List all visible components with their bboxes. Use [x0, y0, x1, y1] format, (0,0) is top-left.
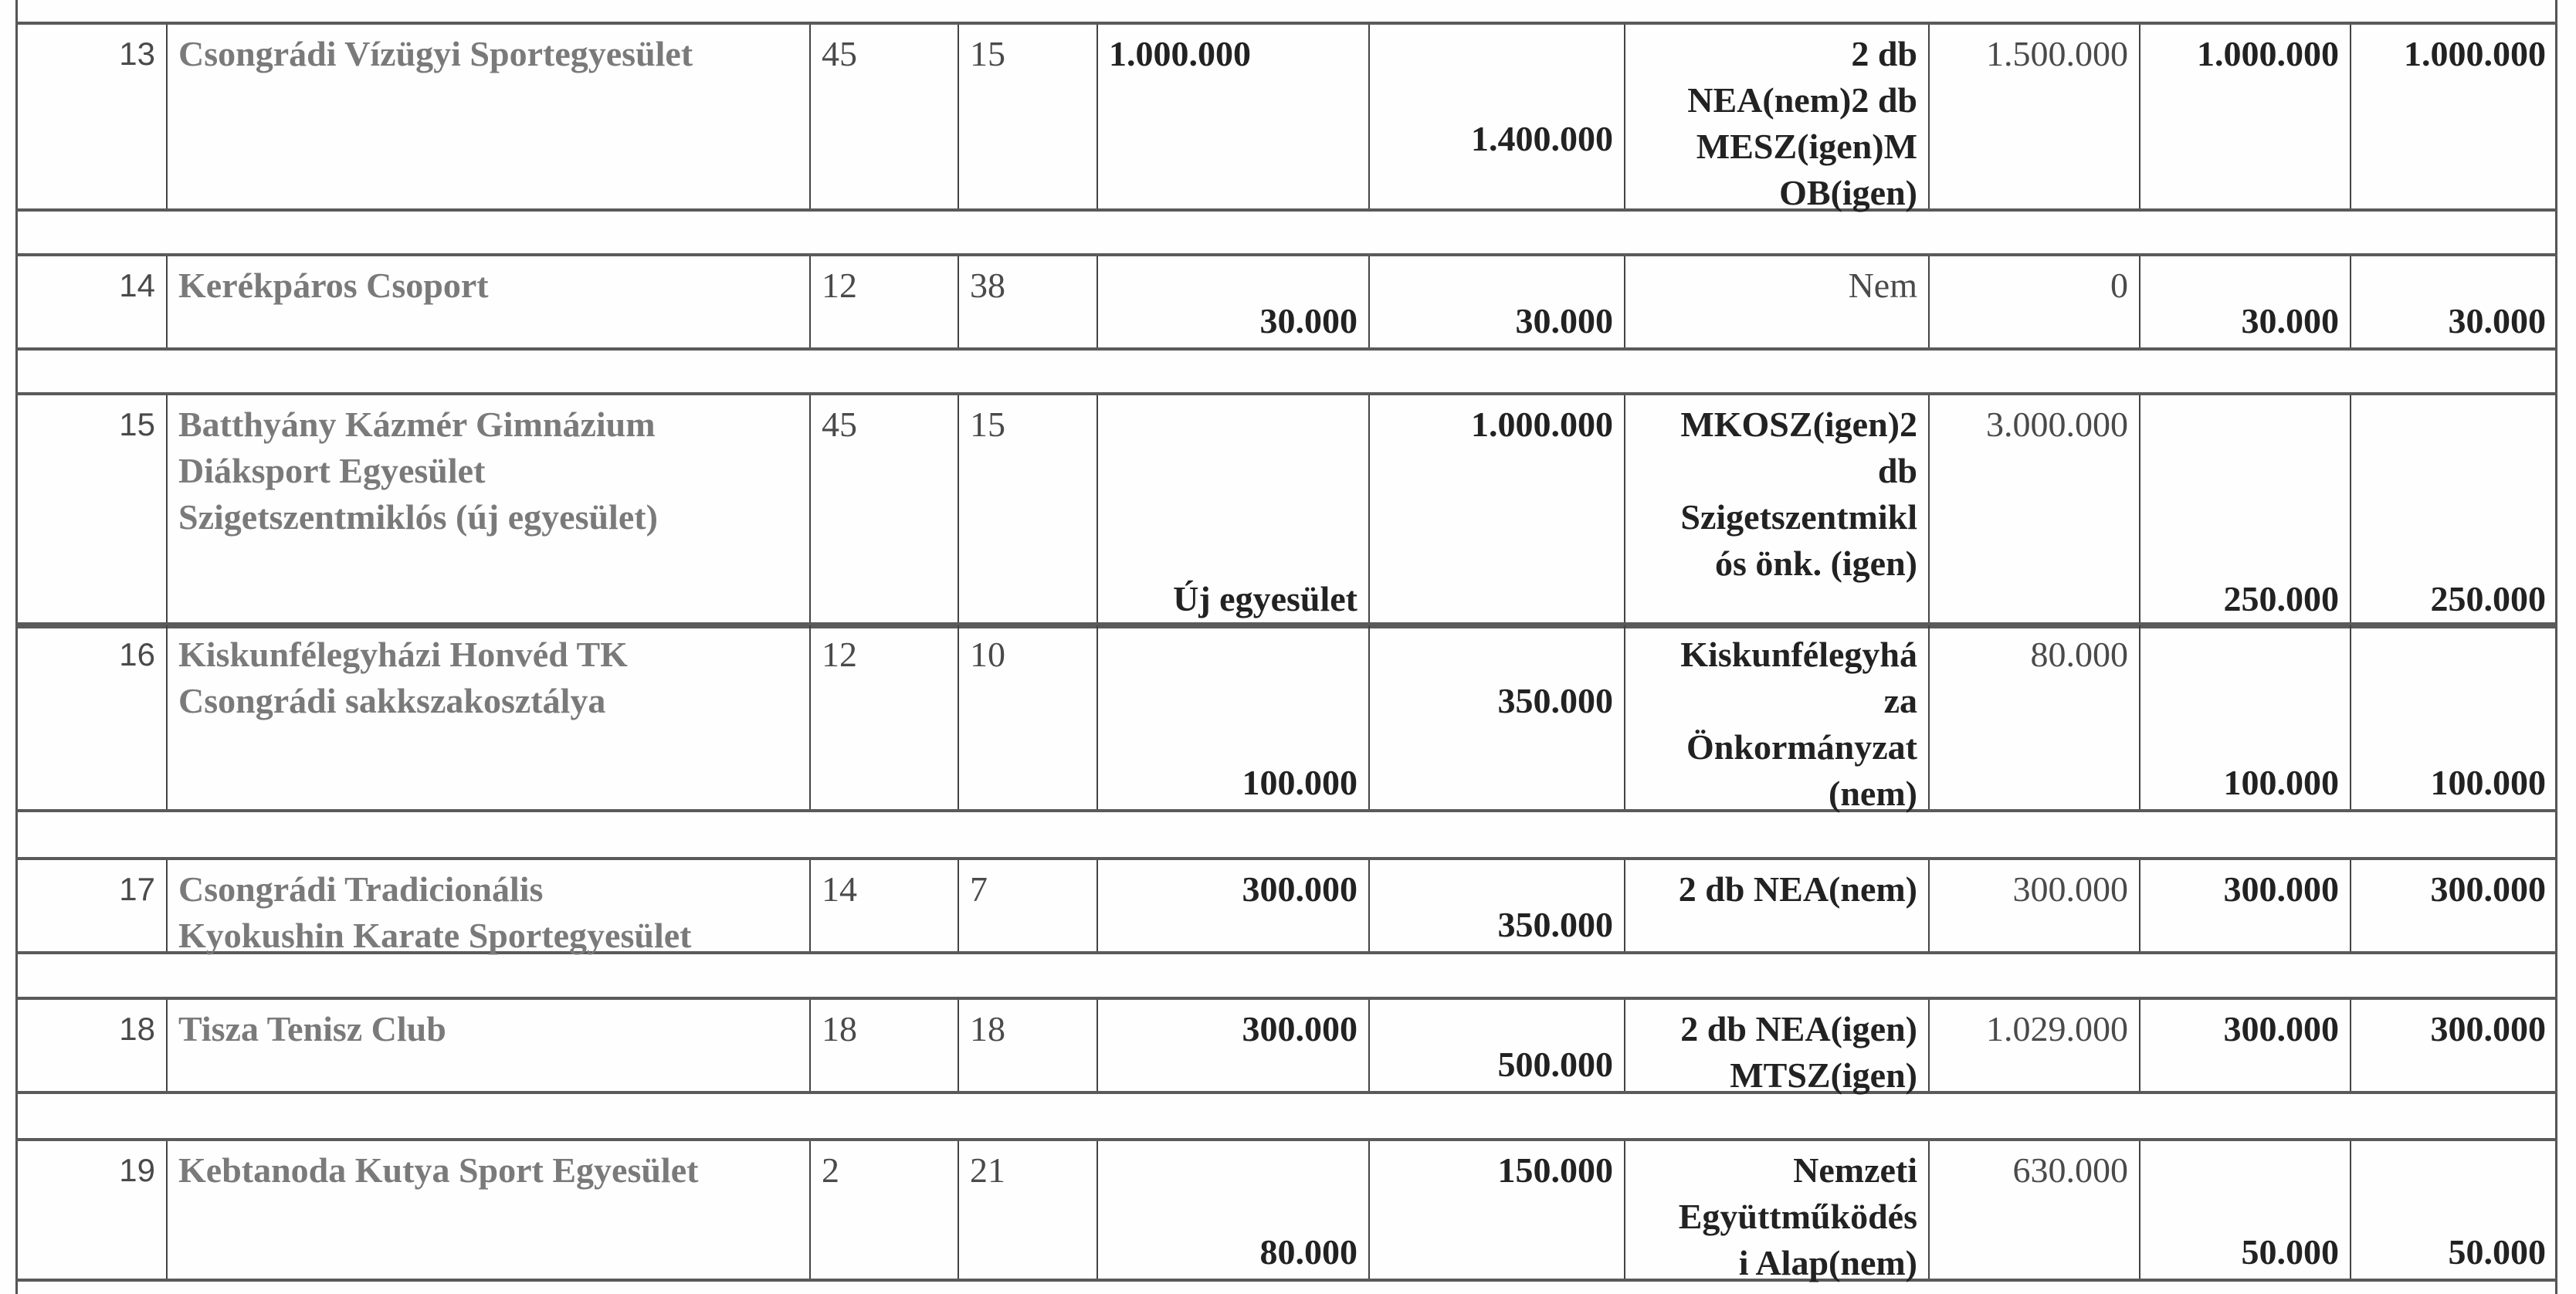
col6-value: 150.000: [1497, 1150, 1613, 1190]
col10-value: 250.000: [2430, 579, 2546, 618]
row-number: 18: [119, 1011, 155, 1047]
col5-value: 30.000: [1259, 301, 1357, 340]
col8-cell: [1928, 25, 2139, 208]
col3-cell: [809, 256, 958, 347]
organization-name: Kerékpáros Csoport: [178, 266, 489, 305]
col3-cell: [809, 625, 958, 809]
col8-cell: [1928, 395, 2139, 625]
col10-value: 50.000: [2448, 1232, 2546, 1272]
col3-value: 14: [822, 869, 857, 909]
col7-value: MKOSZ(igen)2 db Szigetszentmikl ós önk. (igen): [1680, 405, 1917, 583]
col10-value: 300.000: [2430, 1009, 2546, 1048]
col7-value: Nemzeti Együttműködés i Alap(nem): [1678, 1150, 1917, 1282]
col7-value: 2 db NEA(nem)2 db MESZ(igen)M OB(igen): [1687, 34, 1917, 212]
row-number: 15: [119, 406, 155, 442]
col9-value: 1.000.000: [2197, 34, 2339, 73]
row-number-cell: [16, 395, 166, 625]
col4-cell: [958, 860, 1096, 951]
col6-cell: [1368, 1000, 1624, 1091]
col6-value: 1.400.000: [1471, 119, 1613, 158]
col4-cell: [958, 625, 1096, 809]
col6-cell: [1368, 25, 1624, 208]
col6-value: 500.000: [1497, 1045, 1613, 1084]
col5-value: 1.000.000: [1109, 34, 1251, 73]
col10-cell: [2350, 25, 2557, 208]
col3-value: 12: [822, 266, 857, 305]
col9-value: 250.000: [2223, 579, 2339, 618]
col9-value: 100.000: [2223, 763, 2339, 802]
col9-value: 50.000: [2241, 1232, 2339, 1272]
col5-cell: [1096, 256, 1368, 347]
row-number-cell: [16, 860, 166, 951]
row-number: 17: [119, 871, 155, 907]
col6-cell: [1368, 625, 1624, 809]
row-number-cell: [16, 625, 166, 809]
col7-cell: [1624, 625, 1928, 813]
col10-cell: [2350, 1141, 2557, 1279]
col10-value: 1.000.000: [2404, 34, 2546, 73]
col7-value: 2 db NEA(nem): [1678, 869, 1917, 909]
col4-cell: [958, 256, 1096, 347]
col7-value: 2 db NEA(igen) MTSZ(igen): [1680, 1009, 1917, 1095]
col8-value: 1.500.000: [1986, 34, 2128, 73]
col7-value: Nem: [1848, 266, 1917, 305]
organization-name: Csongrádi Tradicionális Kyokushin Karate Sportegyesület: [178, 869, 692, 955]
col3-value: 45: [822, 405, 857, 444]
organization-name-cell: [166, 395, 809, 625]
row-number-cell: [16, 256, 166, 347]
col9-value: 300.000: [2223, 869, 2339, 909]
organization-name-cell: [166, 1141, 809, 1279]
col7-cell: [1624, 395, 1928, 625]
col6-value: 350.000: [1497, 681, 1613, 720]
col7-value: Kiskunfélegyhá za Önkormányzat (nem): [1680, 635, 1917, 813]
col7-cell: [1624, 1141, 1928, 1282]
col4-value: 15: [970, 405, 1005, 444]
col7-cell: [1624, 256, 1928, 347]
col4-cell: [958, 1000, 1096, 1091]
row-number-cell: [16, 1141, 166, 1279]
organization-name-cell: [166, 625, 809, 809]
col9-cell: [2139, 1000, 2350, 1091]
col3-cell: [809, 860, 958, 951]
col7-cell: [1624, 860, 1928, 951]
col9-value: 30.000: [2241, 301, 2339, 340]
col3-cell: [809, 395, 958, 625]
col7-cell: [1624, 1000, 1928, 1095]
col10-cell: [2350, 860, 2557, 951]
organization-name-cell: [166, 256, 809, 347]
col7-cell: [1624, 25, 1928, 212]
col6-value: 350.000: [1497, 905, 1613, 944]
col5-cell: [1096, 25, 1368, 208]
row-number-cell: [16, 25, 166, 208]
col5-cell: [1096, 1141, 1368, 1279]
organization-name-cell: [166, 860, 809, 955]
table-row: [16, 22, 2557, 212]
col4-cell: [958, 1141, 1096, 1279]
col3-value: 2: [822, 1150, 839, 1190]
organization-name: Tisza Tenisz Club: [178, 1009, 446, 1048]
col6-cell: [1368, 395, 1624, 625]
row-number-cell: [16, 1000, 166, 1091]
col5-cell: [1096, 1000, 1368, 1091]
col4-value: 15: [970, 34, 1005, 73]
col8-value: 300.000: [2012, 869, 2128, 909]
col10-cell: [2350, 1000, 2557, 1091]
col5-value: 300.000: [1242, 1009, 1357, 1048]
table-row: [16, 622, 2557, 812]
col9-value: 300.000: [2223, 1009, 2339, 1048]
row-number: 14: [119, 267, 155, 303]
col8-value: 80.000: [2030, 635, 2128, 674]
col3-value: 12: [822, 635, 857, 674]
col6-cell: [1368, 1141, 1624, 1279]
col4-value: 38: [970, 266, 1005, 305]
col4-cell: [958, 395, 1096, 625]
col8-value: 630.000: [2012, 1150, 2128, 1190]
col9-cell: [2139, 256, 2350, 347]
col4-cell: [958, 25, 1096, 208]
col6-cell: [1368, 860, 1624, 951]
col5-value: 80.000: [1259, 1232, 1357, 1272]
table-row: [16, 857, 2557, 954]
col8-value: 3.000.000: [1986, 405, 2128, 444]
col6-value: 1.000.000: [1471, 405, 1613, 444]
row-number: 13: [119, 36, 155, 72]
organization-name: Csongrádi Vízügyi Sportegyesület: [178, 34, 693, 73]
col4-value: 7: [970, 869, 988, 909]
col8-cell: [1928, 1000, 2139, 1091]
col10-cell: [2350, 256, 2557, 347]
table-row: [16, 253, 2557, 351]
organization-name: Batthyány Kázmér Gimnázium Diáksport Egyesület Szigetszentmiklós (új egyesület): [178, 405, 658, 537]
col9-cell: [2139, 625, 2350, 809]
table-row: [16, 997, 2557, 1094]
col4-value: 21: [970, 1150, 1005, 1190]
col3-cell: [809, 1000, 958, 1091]
col5-value: Új egyesület: [1173, 579, 1357, 618]
col10-value: 100.000: [2430, 763, 2546, 802]
col5-cell: [1096, 860, 1368, 951]
col9-cell: [2139, 1141, 2350, 1279]
col9-cell: [2139, 25, 2350, 208]
col10-value: 300.000: [2430, 869, 2546, 909]
col5-value: 100.000: [1242, 763, 1357, 802]
col8-value: 0: [2110, 266, 2128, 305]
row-number: 16: [119, 636, 155, 672]
col8-cell: [1928, 625, 2139, 809]
col6-value: 30.000: [1515, 301, 1613, 340]
col5-cell: [1096, 395, 1368, 625]
col9-cell: [2139, 395, 2350, 625]
col10-cell: [2350, 625, 2557, 809]
col5-value: 300.000: [1242, 869, 1357, 909]
col5-cell: [1096, 625, 1368, 809]
organization-name-cell: [166, 25, 809, 208]
organization-name: Kebtanoda Kutya Sport Egyesület: [178, 1150, 699, 1190]
col10-value: 30.000: [2448, 301, 2546, 340]
col3-cell: [809, 1141, 958, 1279]
table-row: [16, 1138, 2557, 1282]
col9-cell: [2139, 860, 2350, 951]
col8-cell: [1928, 256, 2139, 347]
col6-cell: [1368, 256, 1624, 347]
col8-cell: [1928, 1141, 2139, 1279]
col3-value: 45: [822, 34, 857, 73]
col4-value: 18: [970, 1009, 1005, 1048]
organization-name: Kiskunfélegyházi Honvéd TK Csongrádi sakkszakosztálya: [178, 635, 628, 720]
col8-cell: [1928, 860, 2139, 951]
col3-value: 18: [822, 1009, 857, 1048]
col3-cell: [809, 25, 958, 208]
organization-name-cell: [166, 1000, 809, 1091]
col10-cell: [2350, 395, 2557, 625]
col8-value: 1.029.000: [1986, 1009, 2128, 1048]
row-number: 19: [119, 1152, 155, 1188]
col4-value: 10: [970, 635, 1005, 674]
table-row: [16, 392, 2557, 628]
